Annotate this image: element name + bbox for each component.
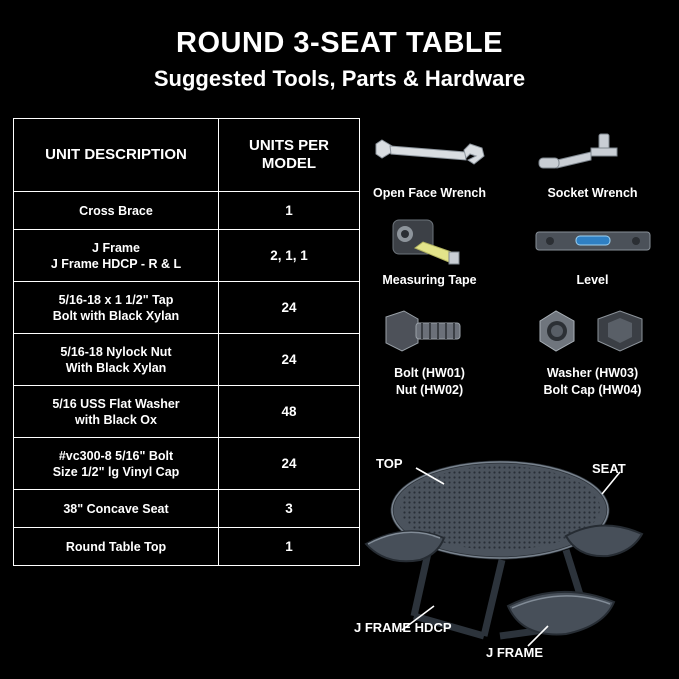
table-row — [14, 192, 360, 230]
tool-row — [352, 302, 670, 398]
tools-section — [352, 126, 670, 398]
level-icon — [515, 213, 670, 271]
cell-units: 2, 1, 1 — [219, 230, 360, 282]
cell-description — [14, 334, 219, 386]
tool-label: Bolt (HW01) — [394, 366, 465, 380]
cell-units: 24 — [219, 438, 360, 490]
table-row — [14, 282, 360, 334]
callout-j-frame-hdcp: J FRAME HDCP — [354, 620, 452, 635]
measuring-tape-icon — [352, 213, 507, 271]
tool-row — [352, 126, 670, 201]
tool-socket-wrench — [515, 126, 670, 201]
cell-description-line2: With Black Xylan — [65, 360, 167, 375]
cell-units: 1 — [219, 528, 360, 566]
tool-open-face-wrench — [352, 126, 507, 201]
cell-description — [14, 282, 219, 334]
tool-label: Socket Wrench — [547, 186, 638, 200]
table-row — [14, 438, 360, 490]
cell-units: 3 — [219, 490, 360, 528]
tool-label: Level — [576, 273, 609, 287]
cell-units: 1 — [219, 192, 360, 230]
table-row — [14, 334, 360, 386]
cell-description — [14, 230, 219, 282]
bolt-nut-icon — [352, 302, 507, 364]
washer-bolt-cap-icon — [515, 302, 670, 364]
cell-units: 24 — [219, 282, 360, 334]
cell-description-line2: with Black Ox — [75, 412, 157, 427]
cell-description: Round Table Top — [14, 528, 219, 566]
cell-description-line1: #vc300-8 5/16" Bolt — [58, 448, 174, 463]
callout-top: TOP — [376, 456, 403, 471]
table-row — [14, 490, 360, 528]
cell-description-line1: 5/16-18 x 1 1/2" Tap — [58, 292, 174, 307]
page-title: ROUND 3-SEAT TABLE — [176, 27, 503, 59]
tool-label-secondary: Nut (HW02) — [395, 383, 464, 397]
cell-units: 48 — [219, 386, 360, 438]
cell-units: 24 — [219, 334, 360, 386]
tool-measuring-tape — [352, 213, 507, 288]
cell-description — [14, 438, 219, 490]
column-header-units: UNITS PER MODEL — [219, 119, 360, 192]
page-subtitle: Suggested Tools, Parts & Hardware — [153, 66, 526, 91]
cell-description-line1: J Frame — [92, 240, 140, 255]
tool-level — [515, 213, 670, 288]
table-row — [14, 386, 360, 438]
title-block — [0, 26, 679, 94]
cell-description: 38" Concave Seat — [14, 490, 219, 528]
cell-description — [14, 386, 219, 438]
tool-row — [352, 213, 670, 288]
open-face-wrench-icon — [352, 126, 507, 184]
cell-description-line1: 5/16-18 Nylock Nut — [60, 344, 172, 359]
callout-seat: SEAT — [592, 461, 626, 476]
cell-description-line2: Bolt with Black Xylan — [52, 308, 180, 323]
tool-label-secondary: Bolt Cap (HW04) — [543, 383, 642, 397]
hardware-bolt-nut — [352, 302, 507, 398]
product-illustration — [352, 440, 672, 670]
tool-label: Measuring Tape — [382, 273, 477, 287]
hardware-washer-bolt-cap — [515, 302, 670, 398]
table-row — [14, 528, 360, 566]
parts-table — [13, 118, 360, 566]
callout-j-frame: J FRAME — [486, 645, 544, 660]
cell-description: Cross Brace — [14, 192, 219, 230]
cell-description-line2: J Frame HDCP - R & L — [50, 256, 182, 271]
tool-label: Washer (HW03) — [546, 366, 639, 380]
cell-description-line2: Size 1/2" lg Vinyl Cap — [52, 464, 180, 479]
tool-label: Open Face Wrench — [373, 186, 486, 200]
socket-wrench-icon — [515, 126, 670, 184]
column-header-description: UNIT DESCRIPTION — [14, 119, 219, 192]
cell-description-line1: 5/16 USS Flat Washer — [52, 396, 180, 411]
table-header-row — [14, 119, 360, 192]
table-row — [14, 230, 360, 282]
